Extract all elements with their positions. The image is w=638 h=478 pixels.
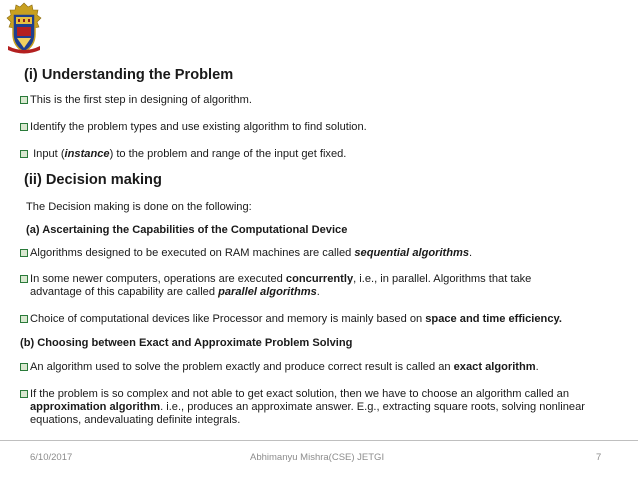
section2-intro: The Decision making is done on the following: — [26, 201, 252, 213]
checkbox-bullet-icon — [20, 315, 28, 323]
bullet-item: Identify the problem types and use existing algorithm to find solution. — [20, 121, 367, 134]
bullet-item: This is the first step in designing of algorithm. — [20, 94, 252, 107]
bullet-item: If the problem is so complex and not able to get exact solution, then we have to choose an algorithm called an — [20, 388, 569, 401]
checkbox-bullet-icon — [20, 150, 28, 158]
bullet-item: An algorithm used to solve the problem exactly and produce correct result is called an exact algorithm. — [20, 361, 539, 374]
checkbox-bullet-icon — [20, 390, 28, 398]
section1-heading: (i) Understanding the Problem — [24, 67, 234, 83]
subheading-a: (a) Ascertaining the Capabilities of the Computational Device — [26, 224, 348, 236]
subheading-b: (b) Choosing between Exact and Approximate Problem Solving — [20, 337, 353, 349]
checkbox-bullet-icon — [20, 96, 28, 104]
checkbox-bullet-icon — [20, 249, 28, 257]
footer-date: 6/10/2017 — [30, 452, 73, 463]
college-crest-icon — [4, 2, 44, 56]
checkbox-bullet-icon — [20, 123, 28, 131]
bullet-item: Choice of computational devices like Processor and memory is mainly based on space and time efficiency. — [20, 313, 562, 326]
bullet-continuation: advantage of this capability are called parallel algorithms. — [30, 286, 320, 298]
footer-divider — [0, 440, 638, 441]
section2-heading: (ii) Decision making — [24, 172, 162, 188]
bullet-item: Input (instance) to the problem and range of the input get fixed. — [20, 148, 346, 161]
bullet-item: Algorithms designed to be executed on RAM machines are called sequential algorithms. — [20, 247, 472, 260]
bullet-continuation: approximation algorithm. i.e., produces an approximate answer. E.g., extracting square roots, solving nonlinear — [30, 401, 585, 413]
checkbox-bullet-icon — [20, 363, 28, 371]
page-number: 7 — [596, 452, 602, 463]
bullet-continuation: equations, andevaluating definite integrals. — [30, 414, 241, 426]
footer-author: Abhimanyu Mishra(CSE) JETGI — [250, 452, 385, 463]
checkbox-bullet-icon — [20, 275, 28, 283]
bullet-item: In some newer computers, operations are executed concurrently, i.e., in parallel. Algorithms that take — [20, 273, 531, 286]
